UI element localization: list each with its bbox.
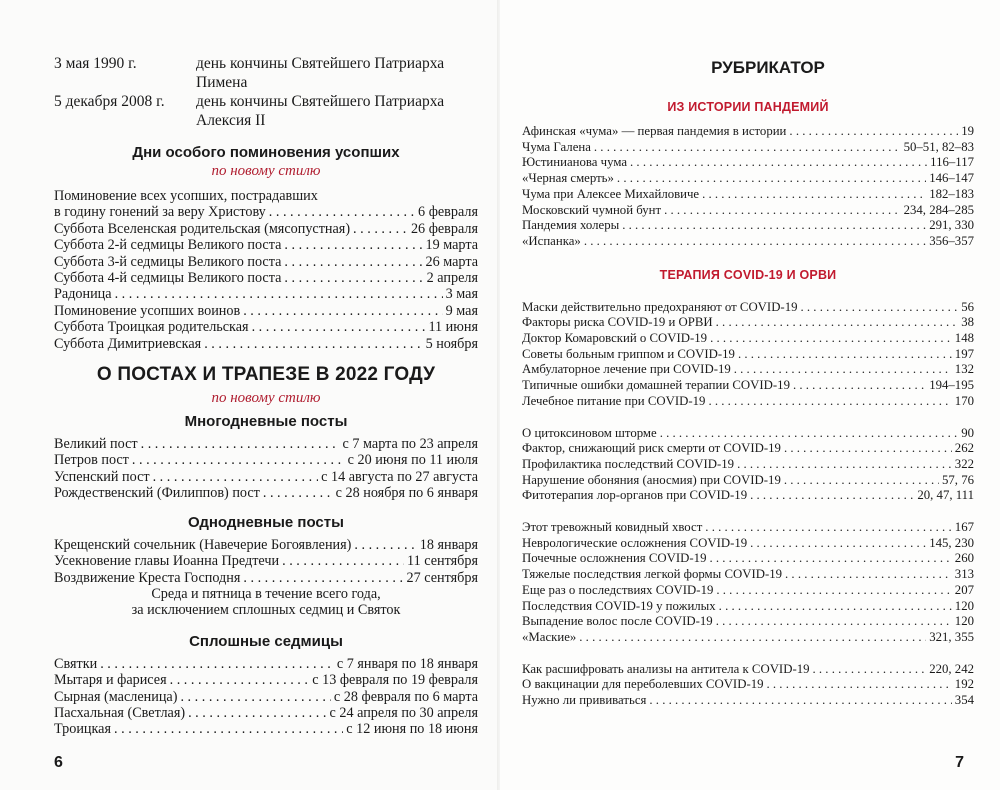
leader-dots	[705, 520, 952, 536]
right-page	[500, 0, 1000, 790]
leader-dots	[813, 662, 927, 678]
item-value: 19	[961, 124, 974, 138]
leader-dots	[141, 436, 340, 452]
item-value: 148	[954, 331, 974, 346]
page-number-right: 7	[955, 754, 964, 771]
leader-dots	[284, 254, 422, 270]
leader-dots	[737, 457, 952, 473]
list-item	[522, 536, 974, 552]
item-label: Воздвижение Креста Господня	[54, 569, 241, 586]
item-value: 56	[961, 299, 974, 314]
leader-dots	[594, 140, 901, 156]
item-label: Суббота 4-й седмицы Великого поста	[54, 270, 282, 287]
leader-dots	[738, 347, 952, 363]
leader-dots	[649, 693, 951, 709]
list-item	[54, 270, 478, 286]
solid-weeks-title: Сплошные седмицы	[189, 632, 343, 650]
item-value: 18 января	[419, 536, 478, 553]
commemoration-title: Дни особого поминовения усопших	[132, 144, 400, 161]
date-entry	[54, 92, 478, 130]
list-item	[522, 662, 974, 678]
leader-dots	[784, 473, 939, 489]
item-label: Великий пост	[54, 436, 138, 453]
list-item	[54, 254, 478, 270]
item-value: с 13 февраля по 19 февраля	[312, 672, 478, 689]
covid-group-2	[522, 426, 974, 505]
item-label: Доктор Комаровский о COVID-19	[522, 331, 708, 346]
list-item	[522, 567, 974, 583]
item-value: 356–357	[929, 233, 974, 248]
item-label: Поминовение усопших воинов	[54, 302, 241, 319]
list-item	[54, 721, 478, 737]
commemoration-list	[54, 188, 478, 352]
item-label: «Маские»	[522, 629, 577, 644]
leader-dots	[750, 488, 914, 504]
item-value: 321, 355	[929, 629, 974, 644]
date-label: 5 декабря 2008 г.	[54, 93, 165, 110]
date-entry	[54, 54, 478, 92]
list-item	[54, 705, 478, 721]
list-item	[54, 553, 478, 569]
leader-dots	[132, 452, 345, 468]
one-day-fasts-title: Однодневные посты	[188, 513, 344, 531]
list-item	[522, 426, 974, 442]
item-value: 27 сентября	[406, 569, 478, 586]
list-item	[522, 203, 974, 219]
leader-dots	[716, 583, 951, 599]
item-label: Суббота 3-й седмицы Великого поста	[54, 253, 282, 270]
dates-block	[54, 54, 478, 130]
list-item	[522, 583, 974, 599]
item-value: с 7 января по 18 января	[336, 655, 478, 672]
date-text	[196, 92, 478, 130]
list-item	[522, 315, 974, 331]
item-value: 20, 47, 111	[917, 488, 974, 503]
item-value: 11 сентября	[407, 553, 478, 570]
item-value: 6 февраля	[418, 204, 478, 221]
item-value: 322	[954, 456, 974, 471]
leader-dots	[664, 203, 901, 219]
item-value: 220, 242	[929, 661, 974, 676]
list-item	[522, 362, 974, 378]
item-value: с 28 ноября по 6 января	[335, 485, 478, 502]
item-label: Афинская «чума» — первая пандемия в истории	[522, 124, 787, 138]
leader-dots	[716, 315, 959, 331]
leader-dots	[716, 614, 952, 630]
item-value: 90	[961, 425, 974, 440]
item-label: Московский чумной бунт	[522, 202, 662, 217]
leader-dots	[188, 705, 326, 721]
item-value: 2 апреля	[426, 270, 478, 287]
date-text-line: Пимена	[196, 74, 248, 91]
item-label: Святки	[54, 655, 98, 672]
list-item	[522, 473, 974, 489]
commemoration-subtitle: по новому стилю	[211, 163, 321, 179]
item-value: 291, 330	[929, 218, 974, 233]
list-item	[522, 441, 974, 457]
list-item	[54, 656, 478, 672]
list-item	[54, 303, 478, 319]
leader-dots	[734, 362, 952, 378]
item-label: Выпадение волос после COVID-19	[522, 614, 713, 629]
item-label: Троицкая	[54, 721, 111, 738]
leader-dots	[354, 537, 416, 553]
leader-dots	[785, 567, 952, 583]
leader-dots	[584, 234, 926, 250]
leader-dots	[153, 469, 319, 485]
item-label: Нужно ли прививаться	[522, 693, 647, 708]
item-value: 38	[961, 315, 974, 330]
leader-dots	[708, 394, 951, 410]
item-label: О вакцинации для переболевших COVID-19	[522, 677, 764, 692]
item-label: Петров пост	[54, 452, 129, 469]
list-item	[522, 520, 974, 536]
covid-group-1	[522, 300, 974, 410]
leader-dots	[269, 204, 415, 220]
multi-day-fasts-list	[54, 436, 478, 502]
item-label: Почечные осложнения COVID-19	[522, 551, 707, 566]
list-item	[522, 171, 974, 187]
leader-dots	[617, 171, 926, 187]
item-value: 146–147	[929, 171, 974, 186]
item-value: с 28 февраля по 6 марта	[333, 688, 478, 705]
list-item	[522, 551, 974, 567]
item-label: «Испанка»	[522, 233, 581, 248]
date-text-line: день кончины Святейшего Патриарха	[196, 93, 445, 110]
leader-dots	[750, 536, 926, 552]
item-value: 207	[954, 582, 974, 597]
item-value: 120	[954, 598, 974, 613]
list-item	[54, 469, 478, 485]
list-item	[54, 485, 478, 501]
item-label: Суббота 2-й седмицы Великого поста	[54, 237, 282, 254]
leader-dots	[263, 485, 333, 501]
list-item	[54, 188, 478, 204]
item-label: Чума Галена	[522, 139, 591, 154]
item-value: 313	[954, 567, 974, 582]
leader-dots	[793, 378, 926, 394]
list-item	[522, 218, 974, 234]
list-item	[522, 488, 974, 504]
solid-weeks-list	[54, 656, 478, 738]
item-label: Как расшифровать анализы на антитела к COVID-19	[522, 661, 810, 676]
leader-dots	[115, 286, 443, 302]
item-label: Чума при Алексее Михайловиче	[522, 186, 700, 201]
list-item	[522, 331, 974, 347]
leader-dots	[709, 551, 951, 567]
leader-dots	[284, 270, 423, 286]
item-label: Суббота Вселенская родительская (мясопустная)	[54, 220, 351, 237]
item-value: 26 февраля	[410, 220, 478, 237]
list-item	[522, 378, 974, 394]
item-value: 57, 76	[942, 472, 974, 487]
item-value: 262	[954, 441, 974, 456]
list-item	[522, 124, 974, 140]
item-label: Еще раз о последствиях COVID-19	[522, 582, 714, 597]
item-label: О цитоксиновом шторме	[522, 425, 657, 440]
list-item	[522, 614, 974, 630]
list-item	[54, 286, 478, 302]
item-label: Последствия COVID-19 у пожилых	[522, 598, 716, 613]
date-text	[196, 54, 478, 92]
item-label: Тяжелые последствия легкой формы COVID-19	[522, 567, 783, 582]
item-label: Крещенский сочельник (Навечерие Богоявления)	[54, 536, 352, 553]
pandemics-section-title: ИЗ ИСТОРИИ ПАНДЕМИЙ	[667, 100, 829, 114]
list-item	[522, 234, 974, 250]
leader-dots	[353, 221, 408, 237]
item-label: Юстинианова чума	[522, 155, 628, 170]
list-item	[54, 689, 478, 705]
item-label: Успенский пост	[54, 468, 150, 485]
covid-section-title: ТЕРАПИЯ COVID-19 И ОРВИ	[659, 267, 837, 282]
item-value: 50–51, 82–83	[903, 139, 974, 154]
fasts-title: О ПОСТАХ И ТРАПЕЗЕ В 2022 ГОДУ	[96, 364, 436, 386]
list-item	[54, 537, 478, 553]
item-label: Сырная (масленица)	[54, 688, 178, 705]
item-label: Пасхальная (Светлая)	[54, 704, 186, 721]
list-item	[522, 677, 974, 693]
page-number-left: 6	[54, 754, 63, 771]
item-label: Суббота Троицкая родительская	[54, 319, 249, 336]
item-value: 182–183	[929, 186, 974, 201]
leader-dots	[100, 656, 334, 672]
list-item	[522, 155, 974, 171]
item-value: с 7 марта по 23 апреля	[342, 436, 478, 453]
item-value: 116–117	[930, 155, 974, 170]
list-item	[54, 436, 478, 452]
fasts-note-line: за исключением сплошных седмиц и Святок	[131, 602, 401, 619]
item-value: 11 июня	[428, 319, 478, 336]
list-item	[522, 300, 974, 316]
item-value: 192	[954, 677, 974, 692]
leader-dots	[622, 218, 926, 234]
leader-dots	[170, 672, 310, 688]
item-label: Нарушение обоняния (аносмия) при COVID-19	[522, 472, 781, 487]
item-label: Усекновение главы Иоанна Предтечи	[54, 553, 280, 570]
item-label: Советы больным гриппом и COVID-19	[522, 346, 735, 361]
item-value: 194–195	[929, 378, 974, 393]
leader-dots	[284, 237, 422, 253]
list-item	[522, 187, 974, 203]
item-value: 167	[954, 520, 974, 535]
item-label: Неврологические осложнения COVID-19	[522, 535, 748, 550]
item-label: Фактор, снижающий риск смерти от COVID-19	[522, 441, 781, 456]
date-label: 3 мая 1990 г.	[54, 55, 137, 72]
list-item	[54, 221, 478, 237]
pandemics-list	[522, 124, 974, 250]
item-label: Фитотерапия лор-органов при COVID-19	[522, 488, 748, 503]
item-value: 3 мая	[445, 286, 478, 303]
leader-dots	[579, 630, 926, 646]
item-label: Этот тревожный ковидный хвост	[522, 520, 703, 535]
leader-dots	[243, 303, 442, 319]
item-value: 5 ноября	[425, 335, 478, 352]
fasts-note-line: Среда и пятница в течение всего года,	[151, 585, 381, 602]
item-label: Амбулаторное лечение при COVID-19	[522, 362, 731, 377]
leader-dots	[243, 570, 403, 586]
list-item	[54, 672, 478, 688]
fasts-subtitle: по новому стилю	[211, 390, 321, 407]
item-label: Поминовение всех усопших, пострадавших	[54, 188, 318, 204]
item-label: Типичные ошибки домашней терапии COVID-19	[522, 378, 790, 393]
multi-day-fasts-title: Многодневные посты	[184, 413, 348, 431]
item-value: 145, 230	[929, 535, 974, 550]
list-item	[522, 630, 974, 646]
leader-dots	[767, 677, 952, 693]
leader-dots	[789, 124, 958, 140]
list-item	[54, 237, 478, 253]
leader-dots	[180, 689, 330, 705]
one-day-fasts-list	[54, 537, 478, 619]
item-value: 132	[954, 362, 974, 377]
item-value: с 20 июня по 11 июля	[347, 452, 478, 469]
item-label: Рождественский (Филиппов) пост	[54, 485, 260, 502]
leader-dots	[801, 300, 959, 316]
item-label: Мытаря и фарисея	[54, 672, 167, 689]
list-item	[522, 599, 974, 615]
item-label: Радоница	[54, 286, 112, 303]
leader-dots	[702, 187, 926, 203]
covid-group-3	[522, 520, 974, 646]
list-item	[522, 693, 974, 709]
list-item	[522, 457, 974, 473]
item-value: 234, 284–285	[903, 202, 974, 217]
leader-dots	[204, 336, 422, 352]
item-value: 9 мая	[445, 302, 478, 319]
item-value: 354	[954, 693, 974, 708]
item-value: 170	[954, 393, 974, 408]
leader-dots	[719, 599, 952, 615]
item-label: Пандемия холеры	[522, 218, 620, 233]
item-label: Суббота Димитриевская	[54, 335, 202, 352]
leader-dots	[630, 155, 927, 171]
item-value: с 24 апреля по 30 апреля	[329, 704, 478, 721]
item-value: 19 марта	[425, 237, 478, 254]
list-item	[54, 570, 478, 586]
leader-dots	[660, 426, 959, 442]
list-item	[54, 319, 478, 335]
date-text-line: день кончины Святейшего Патриарха	[196, 55, 445, 72]
item-value: с 14 августа по 27 августа	[321, 468, 478, 485]
leader-dots	[282, 553, 404, 569]
list-item	[522, 140, 974, 156]
item-value: с 12 июня по 18 июня	[346, 721, 478, 738]
rubricator-title: РУБРИКАТОР	[711, 58, 825, 77]
item-label: Факторы риска COVID-19 и ОРВИ	[522, 315, 713, 330]
list-item	[54, 452, 478, 468]
leader-dots	[710, 331, 952, 347]
covid-group-4	[522, 662, 974, 709]
list-item	[54, 204, 478, 220]
leader-dots	[784, 441, 952, 457]
item-value: 120	[954, 614, 974, 629]
list-item	[54, 336, 478, 352]
item-label: Профилактика последствий COVID-19	[522, 456, 735, 471]
item-label: Лечебное питание при COVID-19	[522, 393, 706, 408]
item-value: 260	[954, 551, 974, 566]
item-value: 197	[954, 346, 974, 361]
item-value: 26 марта	[425, 253, 478, 270]
leader-dots	[252, 319, 426, 335]
list-item	[522, 347, 974, 363]
item-label: Маски действительно предохраняют от COVID-19	[522, 299, 798, 314]
item-label: в годину гонений за веру Христову	[54, 204, 266, 221]
leader-dots	[114, 721, 343, 737]
item-label: «Черная смерть»	[522, 171, 614, 186]
list-item	[522, 394, 974, 410]
date-text-line: Алексия II	[196, 112, 266, 129]
